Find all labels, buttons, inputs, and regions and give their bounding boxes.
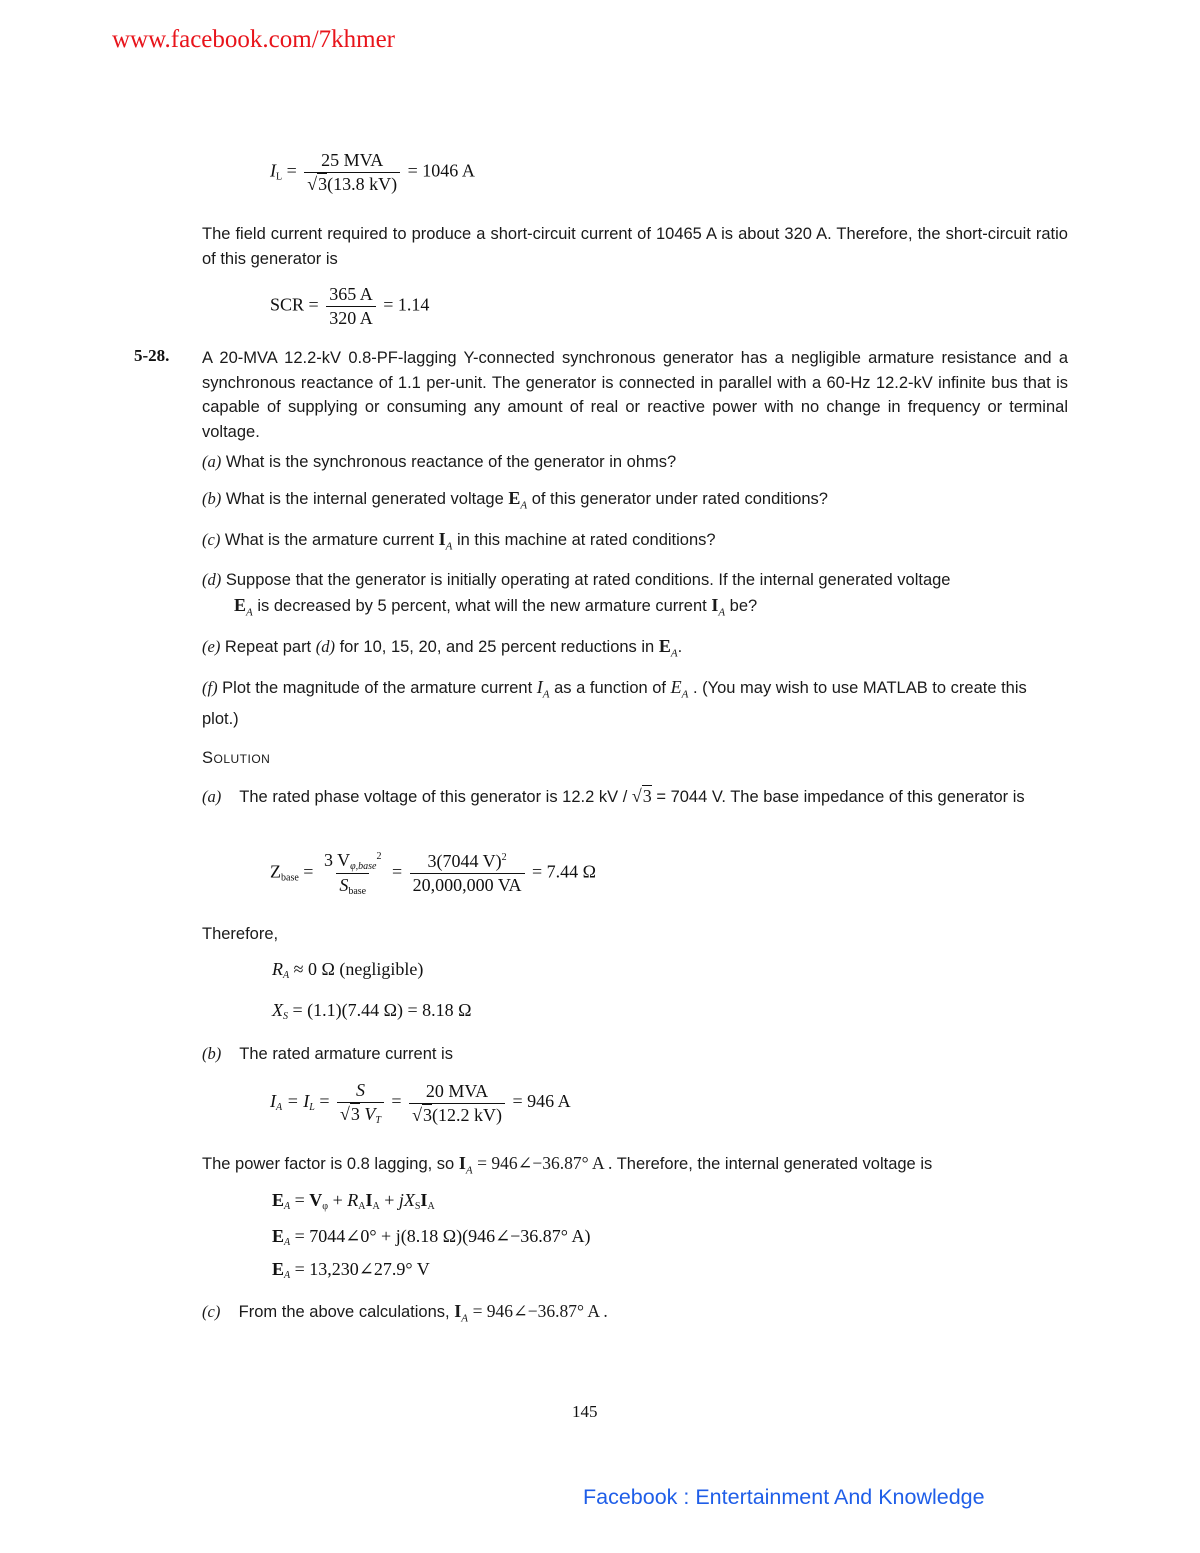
- power-factor-line: The power factor is 0.8 lagging, so $I_A$ = 946∠−36.87° A . Therefore, the internal generated voltage is: [202, 1153, 933, 1177]
- footer-caption: Facebook : Entertainment And Knowledge: [583, 1485, 985, 1509]
- equation-ea-2: $E_A$ = 7044∠0° + j(8.18 Ω)(946∠−36.87° A): [272, 1226, 591, 1248]
- solution-a-text: (a) The rated phase voltage of this generator is 12.2 kV / √3 = 7044 V. The base impedance of this generator is: [202, 786, 1025, 806]
- solution-b-text: (b) The rated armature current is: [202, 1044, 453, 1063]
- problem-number: 5-28.: [134, 346, 170, 365]
- part-f: (f) Plot the magnitude of the armature current $I_A$ as a function of $E_A$ . (You may wish to use MATLAB to create this plot.): [202, 677, 1027, 728]
- part-e: (e) Repeat part (d) for 10, 15, 20, and 25 percent reductions in $E_A$.: [202, 636, 683, 660]
- part-c: (c) What is the armature current $I_A$ in this machine at rated conditions?: [202, 529, 716, 553]
- equation-line-current: $I_L$ = $\frac{\text{25 MVA}}{√3(13.8 kV)}$ = 1046 A: [270, 150, 475, 194]
- equation-ea-1: $E_A = V_\varphi + R_AI_A + jX_SI_A$: [272, 1190, 435, 1212]
- equation-ia: $I_A = I_L$ = $\frac{S}{√3 V_T}$ = $\frac{\text{20 MVA}}{√3(12.2 kV)}$ = 946 A: [270, 1080, 571, 1126]
- header-url[interactable]: www.facebook.com/7khmer: [112, 26, 396, 53]
- equation-zbase: $Z_{base}$ = $\frac{3 V_{\varphi,base}^2}{S_{base}}$ = $\frac{3(7044 V)^2}{20,000,000 VA}$ = 7.44 Ω: [270, 850, 597, 897]
- part-a: (a) What is the synchronous reactance of the generator in ohms?: [202, 452, 677, 471]
- problem-statement: A 20-MVA 12.2-kV 0.8-PF-lagging Y-connected synchronous generator has a negligible armature resistance and a synchronous reactance of 1.1 per-unit. The generator is connected in parallel with a 60-Hz 12.2-kV infinite bus that is capable of supplying or consuming any amount of real or reactive power with no change in frequency or terminal voltage.: [202, 349, 1068, 441]
- paragraph-field-current: The field current required to produce a short-circuit current of 10465 A is about 320 A. Therefore, the short-circuit ratio of this generator is: [202, 225, 1068, 268]
- equation-ra: $R_A \approx 0$ Ω (negligible): [272, 959, 424, 981]
- equation-scr: SCR = $\frac{365 A}{320 A}$ = 1.14: [270, 284, 430, 328]
- equation-xs: $X_S = (1.1)(7.44$ Ω) = 8.18 Ω: [272, 1000, 472, 1022]
- part-b: (b) What is the internal generated voltage $E_A$ of this generator under rated conditions?: [202, 488, 828, 512]
- solution-heading: Solution: [202, 749, 271, 767]
- therefore-text: Therefore,: [202, 925, 279, 943]
- solution-c-text: (c) From the above calculations, $I_A$ = 946∠−36.87° A .: [202, 1301, 608, 1325]
- part-d: (d) Suppose that the generator is initially operating at rated conditions. If the internal generated voltage $E_A$ is decreased by 5 percent, what will the new armature current $I_A$ be?: [202, 570, 951, 618]
- equation-ea-3: $E_A$ = 13,230∠27.9° V: [272, 1259, 430, 1281]
- page-number: 145: [572, 1402, 598, 1421]
